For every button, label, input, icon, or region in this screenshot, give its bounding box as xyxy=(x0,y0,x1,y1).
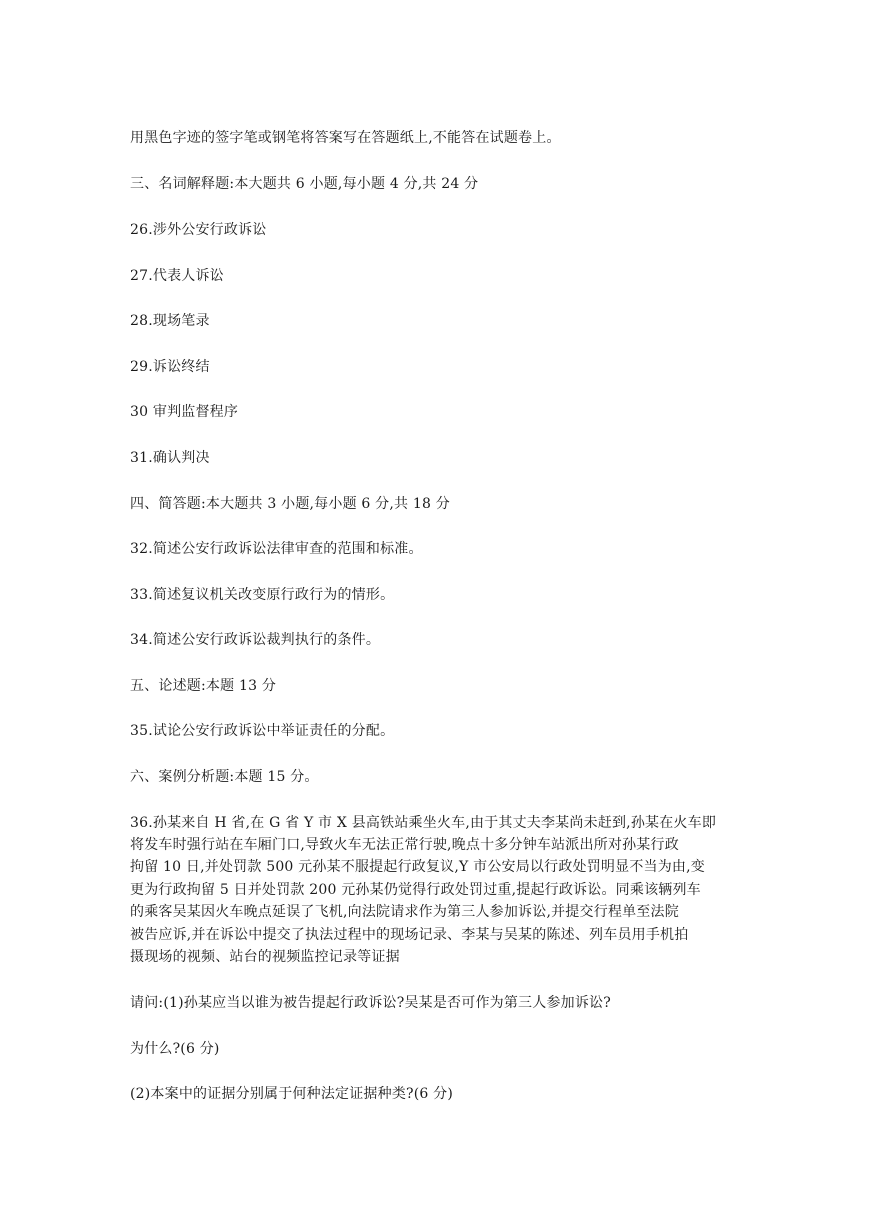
case-line-2: 将发车时强行站在车厢门口,导致火车无法正常行驶,晚点十多分钟车站派出所对孙某行政 xyxy=(130,837,679,853)
case-line-7: 摄现场的视频、站台的视频监控记录等证据 xyxy=(130,949,400,965)
question-26: 26.涉外公安行政诉讼 xyxy=(130,222,267,238)
question-36-2: (2)本案中的证据分别属于何种法定证据种类?(6 分) xyxy=(130,1086,454,1102)
section-4-heading: 四、简答题:本大题共 3 小题,每小题 6 分,共 18 分 xyxy=(130,496,450,512)
case-line-3: 拘留 10 日,并处罚款 500 元孙某不服提起行政复议,Y 市公安局以行政处罚明显不当为由,变 xyxy=(130,859,705,875)
question-35: 35.试论公安行政诉讼中举证责任的分配。 xyxy=(130,723,395,739)
question-27: 27.代表人诉讼 xyxy=(130,268,224,284)
question-36-1: 请问:(1)孙某应当以谁为被告提起行政诉讼?吴某是否可作为第三人参加诉讼? xyxy=(130,995,611,1011)
case-line-5: 的乘客吴某因火车晚点延误了飞机,向法院请求作为第三人参加诉讼,并提交行程单至法院 xyxy=(130,904,679,920)
section-6-heading: 六、案例分析题:本题 15 分。 xyxy=(130,769,319,785)
case-line-6: 被告应诉,并在诉讼中提交了执法过程中的现场记录、李某与吴某的陈述、列车员用手机拍 xyxy=(130,927,689,943)
case-line-1: 36.孙某来自 H 省,在 G 省 Y 市 X 县高铁站乘坐火车,由于其丈夫李某尚未赶到,孙某在火车即 xyxy=(130,815,717,831)
question-29: 29.诉讼终结 xyxy=(130,359,210,375)
question-30: 30 审判监督程序 xyxy=(130,404,239,420)
question-28: 28.现场笔录 xyxy=(130,313,210,329)
instruction-text: 用黑色字迹的签字笔或钢笔将答案写在答题纸上,不能答在试题卷上。 xyxy=(130,130,561,146)
case-line-4: 更为行政拘留 5 日并处罚款 200 元孙某仍觉得行政处罚过重,提起行政诉讼。同乘该辆列车 xyxy=(130,882,701,898)
section-3-heading: 三、名词解释题:本大题共 6 小题,每小题 4 分,共 24 分 xyxy=(130,176,479,192)
question-32: 32.简述公安行政诉讼法律审查的范围和标准。 xyxy=(130,541,423,557)
question-33: 33.简述复议机关改变原行政行为的情形。 xyxy=(130,587,395,603)
question-31: 31.确认判决 xyxy=(130,450,210,466)
section-5-heading: 五、论述题:本题 13 分 xyxy=(130,678,277,694)
question-34: 34.简述公安行政诉讼裁判执行的条件。 xyxy=(130,632,381,648)
question-36-1-continued: 为什么?(6 分) xyxy=(130,1041,220,1057)
